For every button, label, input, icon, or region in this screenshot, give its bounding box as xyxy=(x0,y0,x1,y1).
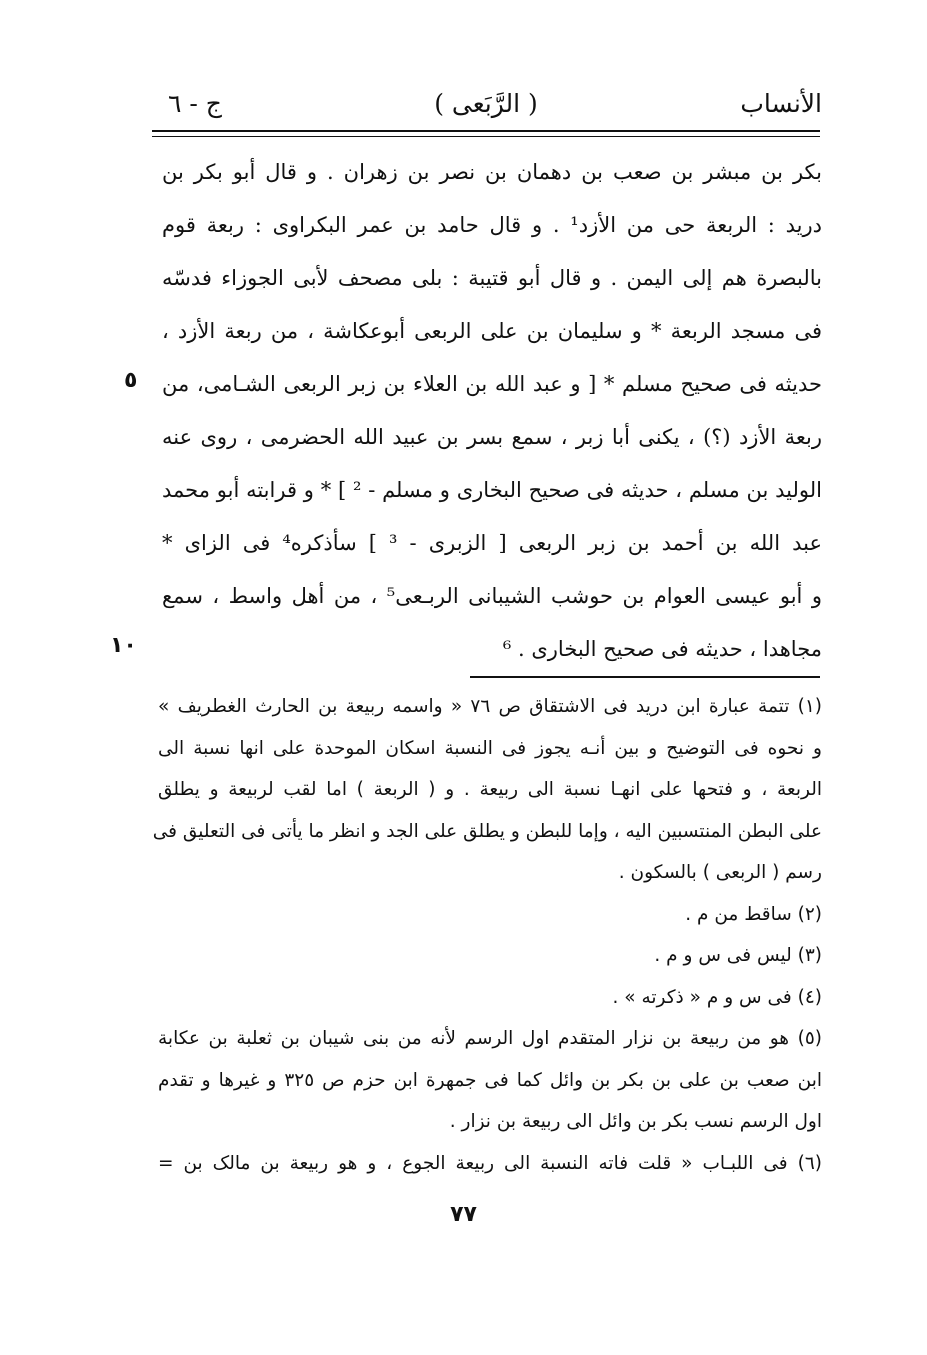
header-entry-title: ( الرَّبَعی ) xyxy=(434,89,538,118)
body-line: بالبصرة هم إلى الیمن . و قال أبو قتیبة : بلى مصحف لأبی الجوزاء فدسّه xyxy=(162,266,822,290)
footnote-line: ابن صعب بن علی بن بکر بن وائل کما فی جمهرة ابن حزم ص ٣٢٥ و غیرها و تقدم xyxy=(158,1069,822,1091)
page-number: ٧٧ xyxy=(450,1202,477,1227)
footnote-line: اول الرسم نسب بکر بن وائل الى ربیعة بن نزار . xyxy=(449,1111,822,1132)
footnote-line: (١) تتمة عبارة ابن درید فی الاشتقاق ص ٧٦ « واسمه ربیعة بن الحارث الغطریف » xyxy=(158,696,822,717)
body-line: الولید بن مسلم ، حدیثه فی صحیح البخاری و مسلم - ² ] * و قرابته أبو محمد xyxy=(162,478,822,502)
footnote-line: الربعة ، و فتحها على انهـا نسبة الى ربیعة . و ( الربعة ) اما لقب لربیعة و یطلق xyxy=(158,779,822,800)
body-line: و أبو عیسى العوام بن حوشب الشیبانی الربـعی⁵ ، من أهل واسط ، سمع xyxy=(162,584,822,608)
body-line: مجاهدا ، حدیثه فی صحیح البخاری . ⁶ xyxy=(502,637,822,661)
body-line: درید : الربعة حی من الأزد¹ . و قال حامد بن عمر البکراوی : ربعة قوم xyxy=(162,213,822,237)
body-line: عبد الله بن أحمد بن زبر الربعی [ الزبری - ³ ] سأذکره⁴ فی الزای * xyxy=(162,531,822,555)
body-line: حدیثه فی صحیح مسلم * [ و عبد الله بن العلاء بن زبر الربعی الشـامی، من xyxy=(162,372,822,396)
footnote-line: على البطن المنتسبین الیه ، وإما للبطن و یطلق على الجد و انظر ما یأتی فی التعلیق فی xyxy=(152,820,822,842)
body-line: بکر بن مبشر بن صعب بن دهمان بن نصر بن زهران . و قال أبو بکر بن xyxy=(162,160,822,184)
body-line: فی مسجد الربعة * و سلیمان بن علی الربعی أبوعکاشة ، من ربعة الأزد ، xyxy=(162,319,822,343)
footnote-line: (٥) هو من ربیعة بن نزار المتقدم اول الرسم لأنه من بنی شیبان بن ثعلبة بن عکابة xyxy=(158,1028,822,1049)
main-text-block xyxy=(162,146,822,676)
footnote-separator xyxy=(470,676,820,678)
header-volume: ج - ٦ xyxy=(168,89,222,118)
header-rule-thin xyxy=(152,136,820,137)
page-header xyxy=(150,86,822,130)
footnote-line: (٢) ساقط من م . xyxy=(685,903,822,925)
footnotes-block xyxy=(152,686,822,1184)
footnote-line: (٦) فی اللبـاب « قلت فاته النسبة الى ربیعة الجوع ، و هو ربیعة بن مالک بن = xyxy=(158,1152,822,1174)
line-number-ten: ١٠ xyxy=(110,633,137,658)
header-rule-thick xyxy=(152,130,820,132)
body-line: ربعة الأزد (؟) ، یکنى أبا زبر ، سمع بسر بن عبید الله الحضرمی ، روى عنه xyxy=(162,425,822,449)
footnote-line: و نحوه فی التوضیح و بین أنـه یجوز فی النسبة اسکان الموحدة على انها نسبة الى xyxy=(158,737,822,759)
footnote-line: (٤) فی س و م « ذکرته » . xyxy=(612,986,822,1008)
footnote-line: (٣) لیس فی س و م . xyxy=(654,945,822,966)
line-number-five: ٥ xyxy=(124,368,138,393)
header-book-title: الأنساب xyxy=(740,89,822,118)
footnote-line: رسم ( الربعی ) بالسکون . xyxy=(618,862,822,883)
